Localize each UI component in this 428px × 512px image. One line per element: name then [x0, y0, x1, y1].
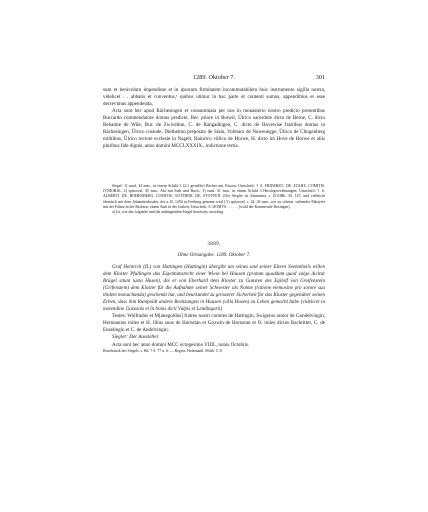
paragraph-dating: Acta sunt hec anno domini MCC octogesimo VIIII., nonis Octobris.	[112, 341, 250, 348]
page-header	[103, 74, 325, 84]
paragraph-testes: Testes: Wolfradus et M[anegoldus] fratres nostri comites de Hattingin, Swigerus iunior de Gundelvingin, Hermannus miles et H. filius suus de Hornstan et Gozwin de Hornstan et O. miles dictus Bachritter, C. de Enselingin et C. de Andelvingin.	[103, 313, 325, 334]
document-number: 3889.	[207, 241, 221, 247]
document-3889-body	[103, 264, 325, 354]
footnotes-3888	[103, 184, 325, 215]
document-date-line: Ohne Ortsangabe. 1289. Oktober 7.	[177, 252, 251, 258]
paragraph-witnesses: Acta sunt hec apud Rächesingen et consummata per nos in monasterio nostro predicto presentibus Burcardo commendatore domus predicte, Ber. priore in Rotwil, Ûlrico sacerdote dicto de Berne, C. dicto Behaime de Wile, Bur. de Zwiveltun, C. de Rangadingen, C. dicto de Hovewise fratribus domus in Rächesingen, Ûlrico custode, Diethelmo preposito de Stain, Volmaro de Nuwenegge, Ûlrico de Clingenberg militibus, Ûlrico rectore ecclesie in Nagelt, Hainrico villico de Horwe, H. dicto im Hove de Horwe et aliis pluribus fide dignis, anno domini MCCLXXXIX., indictione tertia.	[103, 108, 325, 150]
document-3888-continuation	[103, 87, 325, 150]
siegler-line: Siegler: Der Aussteller.	[112, 334, 160, 341]
summary-regest: Graf Heinrich (II.) von Hattingen (Hattingin) übergibt um seines und seiner Eltern Seelenheils willen dem Kloster Pfullingen das Eigentumsrecht einer Wiese bei Hausen (pratum quoddam quod vulgo dicitur Brügel situm iuxta Husen), die er von Eberhard dem Kloster zu Gunsten des Egilolf von Greifenstein (Grifenstein) dem Kloster für die Aufnahme seiner Schwester als Nonne (ratione elemosine pro sorore sua ibidem monachanda) geschenkt hat, und beurkundet zu grösserer Sicherheit für das Kloster gegenüber seinen Erben, dass ihm Rumpoldt andere Besitzungen in Hausen (villa Husen) zu Lehen gemacht habe (videlicet in molendino Gozzonis et in bonis dicti Vulpis et Lendingarii).	[103, 264, 325, 313]
page-number: 301	[315, 74, 325, 81]
footnote-seal-fragment: Bruchstück des Siegels, s. Bd. 7 S. 77 n. 6. — Regest: Holzmanll. Mitth. 5, 8.	[103, 348, 223, 353]
running-title: 1289. Oktober 7.	[193, 74, 235, 81]
footnote-x: x) Ist, wie das folgende und die anhängenden Siegel beweisen, unrichtig.	[112, 210, 225, 215]
paragraph-closing-formula: sum et benivolum impendisse et in ipsorum firmitatem incommutabilem huic instrumento sigilla nostra, videlicet . . abbatis et conventus,ˣ quibus utimur in hac parte et contenti sumus, appendimus et esse decrevimus appendenda.	[103, 87, 325, 108]
footnote-seals: Siegel: 1) rund, 34 mm., in einem Schild 3 (2:1 gestellte) Becher mit Füssen; Umschrift: † S. FRIDERICI. DE. ZOLRE. COMITIS. IVNIORIS.; 2) spitzoval, 45 mm., Abt mit Stab und Buch.; 3) rund, 31 mm., in einem Schild 3 Hirschgeweihstangen; Umschrift: † S. ALBERTI. DE. HOHENBERG. COMITIS. GOTFRIDI. DE. STOVFEN. (Der Siegler ist Johanniter, s. ZGORh. 30, 125, und vielleicht identisch mit dem Johanniterbruder, der a. R. 1294 in Freiburg genannt wird.) 5) spitzoval, c. 42, 26 mm., wie zu scheint, stehender Märtyrer mit der Palme in der Rechten, einem Stab in der Linken; Umschrift: S. DOMVS . . . . . . (wohl der Kommende Rexingen).	[103, 184, 325, 209]
